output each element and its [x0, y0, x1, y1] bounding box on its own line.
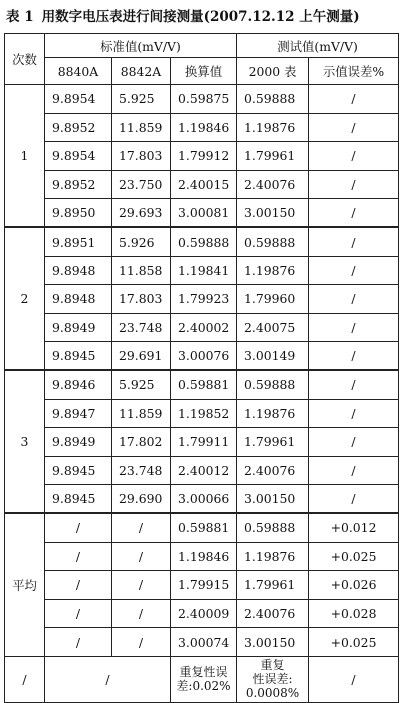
cell-converted: 1.19841 [171, 256, 237, 285]
table-caption [6, 4, 398, 30]
cell-error: / [309, 199, 399, 228]
cell-8840a: / [45, 628, 112, 657]
header-row-2 [5, 58, 399, 85]
footer-repeat-converted-line2: 差:0.02% [176, 679, 231, 694]
cell-2000: 2.40076 [237, 599, 309, 628]
cell-8840a: / [45, 513, 112, 542]
table-row [5, 85, 399, 114]
table-row [5, 199, 399, 228]
cell-8840a: 9.8945 [45, 342, 112, 371]
header-error: 示值误差% [309, 58, 399, 85]
cell-2000: 0.59888 [237, 370, 309, 399]
cell-8840a: 9.8951 [45, 227, 112, 256]
table-title: 用数字电压表进行间接测量(2007.12.12 上午测量) [41, 9, 360, 25]
table-row [5, 170, 399, 199]
cell-converted: 2.40015 [171, 170, 237, 199]
footer-repeat-test [237, 656, 309, 702]
cell-error: / [309, 370, 399, 399]
cell-converted: 1.19846 [171, 542, 237, 571]
cell-2000: 3.00150 [237, 628, 309, 657]
cell-8842a: 11.859 [112, 113, 171, 142]
table-row [5, 542, 399, 571]
cell-error: / [309, 170, 399, 199]
cell-8842a: 17.803 [112, 142, 171, 171]
cell-converted: 2.40009 [171, 599, 237, 628]
cell-2000: 1.19876 [237, 256, 309, 285]
group-label: 2 [5, 227, 45, 370]
footer-times: / [5, 656, 45, 702]
header-row-1 [5, 34, 399, 58]
cell-converted: 1.79911 [171, 428, 237, 457]
cell-converted: 0.59888 [171, 227, 237, 256]
cell-converted: 2.40002 [171, 313, 237, 342]
cell-error: +0.026 [309, 571, 399, 600]
cell-8842a: 23.750 [112, 170, 171, 199]
cell-converted: 1.19852 [171, 399, 237, 428]
cell-error: / [309, 399, 399, 428]
cell-8840a: 9.8946 [45, 370, 112, 399]
footer-standard-merged: / [45, 656, 171, 702]
header-test-group: 测试值(mV/V) [237, 34, 399, 58]
table-row [5, 256, 399, 285]
cell-8840a: 9.8947 [45, 399, 112, 428]
cell-8840a: 9.8954 [45, 85, 112, 114]
table-row [5, 313, 399, 342]
cell-error: +0.012 [309, 513, 399, 542]
cell-8840a: 9.8952 [45, 113, 112, 142]
cell-error: / [309, 428, 399, 457]
cell-8840a: 9.8954 [45, 142, 112, 171]
table-row [5, 628, 399, 657]
footer-row [5, 656, 399, 702]
footer-repeat-test-line3: 0.0008% [245, 686, 300, 701]
table-row [5, 370, 399, 399]
cell-8842a: / [112, 628, 171, 657]
group-label: 1 [5, 85, 45, 228]
cell-error: / [309, 142, 399, 171]
footer-repeat-converted [171, 656, 237, 702]
cell-converted: 3.00066 [171, 485, 237, 514]
cell-2000: 1.19876 [237, 113, 309, 142]
table-row [5, 513, 399, 542]
cell-8842a: 23.748 [112, 313, 171, 342]
cell-2000: 3.00149 [237, 342, 309, 371]
group-label: 平均 [5, 513, 45, 656]
header-standard-group: 标准值(mV/V) [45, 34, 237, 58]
cell-2000: 2.40075 [237, 313, 309, 342]
cell-converted: 1.79912 [171, 142, 237, 171]
cell-8840a: 9.8948 [45, 256, 112, 285]
cell-converted: 0.59875 [171, 85, 237, 114]
header-8842a: 8842A [112, 58, 171, 85]
table-row [5, 142, 399, 171]
cell-2000: 0.59888 [237, 85, 309, 114]
header-times: 次数 [5, 34, 45, 85]
cell-converted: 3.00076 [171, 342, 237, 371]
table-row [5, 485, 399, 514]
table-row [5, 285, 399, 314]
cell-2000: 0.59888 [237, 513, 309, 542]
cell-8842a: 11.859 [112, 399, 171, 428]
cell-2000: 1.79960 [237, 285, 309, 314]
footer-repeat-test-line2: 性误差: [252, 672, 293, 687]
cell-8842a: 29.690 [112, 485, 171, 514]
cell-error: +0.025 [309, 542, 399, 571]
cell-8842a: 5.925 [112, 85, 171, 114]
measurement-table [4, 33, 399, 703]
footer-error: / [309, 656, 399, 702]
cell-converted: 0.59881 [171, 370, 237, 399]
cell-8842a: / [112, 599, 171, 628]
table-row [5, 456, 399, 485]
cell-8842a: / [112, 571, 171, 600]
cell-converted: 2.40012 [171, 456, 237, 485]
cell-error: +0.025 [309, 628, 399, 657]
cell-8840a: 9.8950 [45, 199, 112, 228]
cell-8842a: 17.803 [112, 285, 171, 314]
cell-converted: 1.79915 [171, 571, 237, 600]
cell-8842a: 23.748 [112, 456, 171, 485]
cell-2000: 3.00150 [237, 485, 309, 514]
table-row [5, 428, 399, 457]
cell-2000: 3.00150 [237, 199, 309, 228]
header-converted: 换算值 [171, 58, 237, 85]
cell-2000: 1.79961 [237, 571, 309, 600]
cell-error: / [309, 285, 399, 314]
cell-2000: 1.19876 [237, 542, 309, 571]
cell-2000: 1.79961 [237, 428, 309, 457]
header-8840a: 8840A [45, 58, 112, 85]
cell-8842a: 17.802 [112, 428, 171, 457]
table-row [5, 599, 399, 628]
cell-8842a: 11.858 [112, 256, 171, 285]
cell-2000: 2.40076 [237, 170, 309, 199]
table-row [5, 113, 399, 142]
cell-converted: 1.19846 [171, 113, 237, 142]
cell-converted: 3.00074 [171, 628, 237, 657]
table-number: 表 1 [6, 9, 34, 25]
cell-8840a: 9.8952 [45, 170, 112, 199]
cell-2000: 1.79961 [237, 142, 309, 171]
footer-repeat-test-line1: 重复 [260, 658, 285, 673]
cell-8840a: 9.8949 [45, 428, 112, 457]
footer-repeat-converted-line1: 重复性误 [179, 665, 228, 680]
cell-8840a: / [45, 571, 112, 600]
cell-error: / [309, 485, 399, 514]
cell-8842a: 29.691 [112, 342, 171, 371]
cell-converted: 0.59881 [171, 513, 237, 542]
cell-error: / [309, 256, 399, 285]
cell-8842a: 5.925 [112, 370, 171, 399]
table-row [5, 342, 399, 371]
cell-converted: 1.79923 [171, 285, 237, 314]
cell-8840a: / [45, 542, 112, 571]
cell-8842a: / [112, 542, 171, 571]
cell-8842a: / [112, 513, 171, 542]
header-2000: 2000 表 [237, 58, 309, 85]
group-label: 3 [5, 370, 45, 513]
cell-8840a: 9.8945 [45, 485, 112, 514]
cell-error: / [309, 313, 399, 342]
cell-8840a: / [45, 599, 112, 628]
cell-8840a: 9.8948 [45, 285, 112, 314]
cell-2000: 0.59888 [237, 227, 309, 256]
cell-8840a: 9.8949 [45, 313, 112, 342]
table-row [5, 399, 399, 428]
cell-8842a: 5.926 [112, 227, 171, 256]
cell-8840a: 9.8945 [45, 456, 112, 485]
cell-8842a: 29.693 [112, 199, 171, 228]
table-row [5, 227, 399, 256]
cell-error: +0.028 [309, 599, 399, 628]
cell-2000: 1.19876 [237, 399, 309, 428]
cell-error: / [309, 342, 399, 371]
cell-converted: 3.00081 [171, 199, 237, 228]
cell-error: / [309, 456, 399, 485]
cell-error: / [309, 85, 399, 114]
cell-error: / [309, 227, 399, 256]
cell-error: / [309, 113, 399, 142]
cell-2000: 2.40076 [237, 456, 309, 485]
table-row [5, 571, 399, 600]
